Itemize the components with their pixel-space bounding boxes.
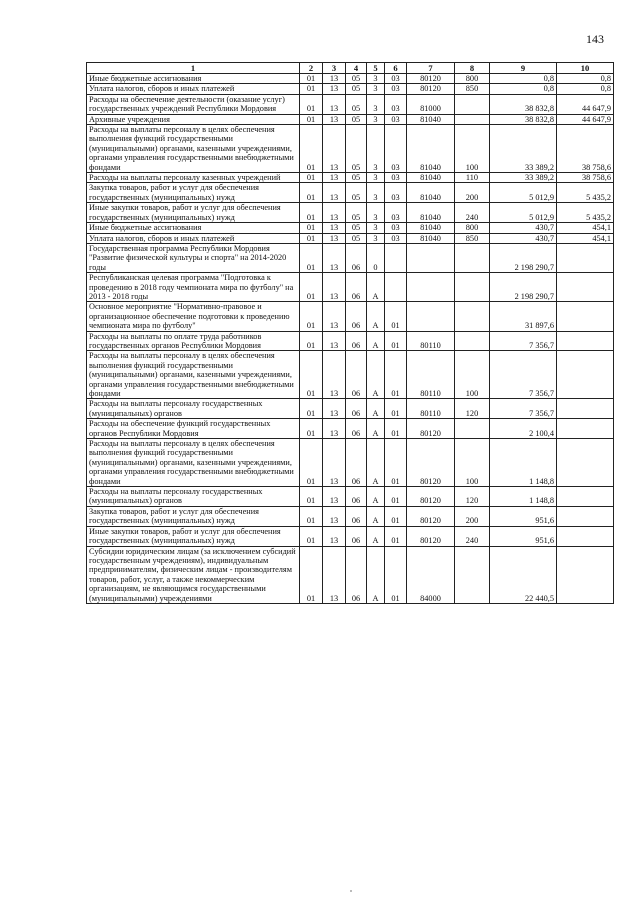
- row-subprogram: А: [367, 399, 385, 419]
- row-subsection: 13: [323, 487, 346, 507]
- row-expense-type: [455, 114, 490, 124]
- row-amount-2019: [557, 243, 614, 272]
- budget-table: [86, 62, 614, 604]
- table-body: [87, 74, 614, 604]
- row-name: Расходы на выплаты персоналу в целях обеспечения выполнения функций государственными (муниципальными) органами, казенными учреждениями, органами управления государственными внебюджетными фондами: [87, 439, 300, 487]
- row-amount-2018: 0,8: [490, 84, 557, 94]
- row-amount-2019: [557, 302, 614, 331]
- row-event: 01: [385, 546, 407, 603]
- row-program: 05: [346, 173, 367, 183]
- table-row: [87, 487, 614, 507]
- row-name: Архивные учреждения: [87, 114, 300, 124]
- row-amount-2018: 1 148,8: [490, 439, 557, 487]
- row-subprogram: А: [367, 487, 385, 507]
- row-section: 01: [300, 439, 323, 487]
- row-expense-type: [455, 94, 490, 114]
- row-amount-2018: 33 389,2: [490, 125, 557, 173]
- row-subsection: 13: [323, 399, 346, 419]
- row-expense-type: [455, 273, 490, 302]
- row-amount-2018: 0,8: [490, 74, 557, 84]
- table-row: [87, 233, 614, 243]
- row-name: Расходы на выплаты персоналу в целях обеспечения выполнения функций государственными (муниципальными) органами, казенными учреждениями, органами управления государственными внебюджетными фондами: [87, 351, 300, 399]
- table-row: [87, 114, 614, 124]
- row-event: 01: [385, 439, 407, 487]
- row-amount-2019: 44 647,9: [557, 94, 614, 114]
- row-program: 06: [346, 487, 367, 507]
- row-program: 06: [346, 331, 367, 351]
- row-amount-2018: 7 356,7: [490, 351, 557, 399]
- row-subsection: 13: [323, 114, 346, 124]
- column-header-4: 4: [346, 63, 367, 74]
- row-expense-type: 800: [455, 223, 490, 233]
- row-subsection: 13: [323, 183, 346, 203]
- row-section: 01: [300, 273, 323, 302]
- row-expense-type: 120: [455, 399, 490, 419]
- row-amount-2018: 38 832,8: [490, 114, 557, 124]
- row-direction: 81040: [407, 183, 455, 203]
- row-expense-type: [455, 419, 490, 439]
- column-header-8: 8: [455, 63, 490, 74]
- column-header-7: 7: [407, 63, 455, 74]
- row-subprogram: 3: [367, 203, 385, 223]
- column-header-5: 5: [367, 63, 385, 74]
- row-amount-2019: [557, 331, 614, 351]
- row-direction: 80120: [407, 487, 455, 507]
- row-expense-type: [455, 546, 490, 603]
- row-amount-2019: [557, 526, 614, 546]
- row-expense-type: 100: [455, 351, 490, 399]
- row-amount-2018: 2 198 290,7: [490, 243, 557, 272]
- row-amount-2018: 951,6: [490, 506, 557, 526]
- row-event: [385, 243, 407, 272]
- row-name: Государственная программа Республики Мордовия "Развитие физической культуры и спорта" на 2014-2020 годы: [87, 243, 300, 272]
- row-amount-2018: 430,7: [490, 233, 557, 243]
- row-event: 01: [385, 526, 407, 546]
- row-amount-2019: [557, 273, 614, 302]
- row-program: 06: [346, 273, 367, 302]
- row-subprogram: А: [367, 331, 385, 351]
- row-section: 01: [300, 506, 323, 526]
- row-direction: 80120: [407, 84, 455, 94]
- page-number: 143: [586, 32, 604, 46]
- table-row: [87, 439, 614, 487]
- row-amount-2019: 44 647,9: [557, 114, 614, 124]
- row-subprogram: 3: [367, 173, 385, 183]
- row-program: 06: [346, 351, 367, 399]
- row-program: 06: [346, 439, 367, 487]
- column-header-6: 6: [385, 63, 407, 74]
- row-event: 03: [385, 233, 407, 243]
- row-subsection: 13: [323, 243, 346, 272]
- row-program: 06: [346, 243, 367, 272]
- row-subsection: 13: [323, 331, 346, 351]
- row-expense-type: 100: [455, 439, 490, 487]
- row-section: 01: [300, 399, 323, 419]
- row-event: 03: [385, 173, 407, 183]
- row-expense-type: 850: [455, 233, 490, 243]
- row-subsection: 13: [323, 273, 346, 302]
- row-expense-type: 110: [455, 173, 490, 183]
- row-expense-type: 200: [455, 506, 490, 526]
- row-expense-type: [455, 331, 490, 351]
- row-subsection: 13: [323, 125, 346, 173]
- row-subsection: 13: [323, 546, 346, 603]
- row-expense-type: 100: [455, 125, 490, 173]
- row-amount-2018: 22 440,5: [490, 546, 557, 603]
- table-row: [87, 173, 614, 183]
- row-amount-2019: 0,8: [557, 84, 614, 94]
- row-program: 05: [346, 114, 367, 124]
- row-program: 06: [346, 526, 367, 546]
- table-row: [87, 74, 614, 84]
- row-subprogram: 3: [367, 94, 385, 114]
- row-subprogram: А: [367, 526, 385, 546]
- row-amount-2019: [557, 399, 614, 419]
- row-event: 03: [385, 74, 407, 84]
- row-direction: 81040: [407, 125, 455, 173]
- row-subprogram: 0: [367, 243, 385, 272]
- row-program: 05: [346, 74, 367, 84]
- row-section: 01: [300, 302, 323, 331]
- row-expense-type: 120: [455, 487, 490, 507]
- row-section: 01: [300, 84, 323, 94]
- row-name: Закупка товаров, работ и услуг для обеспечения государственных (муниципальных) нужд: [87, 506, 300, 526]
- table-row: [87, 546, 614, 603]
- row-amount-2018: 5 012,9: [490, 203, 557, 223]
- row-amount-2019: 454,1: [557, 223, 614, 233]
- row-amount-2019: [557, 546, 614, 603]
- row-amount-2019: 38 758,6: [557, 173, 614, 183]
- row-direction: 80120: [407, 74, 455, 84]
- table-row: [87, 351, 614, 399]
- row-direction: 80120: [407, 506, 455, 526]
- table-row: [87, 399, 614, 419]
- row-name: Расходы на выплаты персоналу государственных (муниципальных) органов: [87, 487, 300, 507]
- column-header-1: 1: [87, 63, 300, 74]
- row-subsection: 13: [323, 526, 346, 546]
- row-section: 01: [300, 351, 323, 399]
- row-subsection: 13: [323, 203, 346, 223]
- row-amount-2019: 38 758,6: [557, 125, 614, 173]
- row-subsection: 13: [323, 233, 346, 243]
- row-amount-2018: 5 012,9: [490, 183, 557, 203]
- row-subsection: 13: [323, 84, 346, 94]
- row-event: 01: [385, 506, 407, 526]
- row-program: 06: [346, 419, 367, 439]
- row-subprogram: А: [367, 546, 385, 603]
- row-program: 06: [346, 399, 367, 419]
- row-direction: 81040: [407, 233, 455, 243]
- row-direction: 81040: [407, 223, 455, 233]
- row-program: 05: [346, 183, 367, 203]
- row-amount-2018: 1 148,8: [490, 487, 557, 507]
- row-subprogram: А: [367, 506, 385, 526]
- row-event: 01: [385, 331, 407, 351]
- table-row: [87, 506, 614, 526]
- row-amount-2018: 7 356,7: [490, 331, 557, 351]
- table-row: [87, 243, 614, 272]
- row-expense-type: 850: [455, 84, 490, 94]
- row-program: 06: [346, 302, 367, 331]
- row-name: Иные закупки товаров, работ и услуг для обеспечения государственных (муниципальных) нужд: [87, 203, 300, 223]
- table-row: [87, 331, 614, 351]
- row-program: 06: [346, 506, 367, 526]
- table-row: [87, 125, 614, 173]
- row-section: 01: [300, 173, 323, 183]
- row-expense-type: [455, 243, 490, 272]
- row-expense-type: 240: [455, 203, 490, 223]
- row-direction: 81040: [407, 203, 455, 223]
- row-subprogram: 3: [367, 84, 385, 94]
- row-name: Закупка товаров, работ и услуг для обеспечения государственных (муниципальных) нужд: [87, 183, 300, 203]
- table-row: [87, 273, 614, 302]
- table-row: [87, 302, 614, 331]
- row-program: 05: [346, 84, 367, 94]
- row-expense-type: 240: [455, 526, 490, 546]
- row-section: 01: [300, 243, 323, 272]
- row-section: 01: [300, 183, 323, 203]
- row-amount-2018: 31 897,6: [490, 302, 557, 331]
- row-event: 01: [385, 399, 407, 419]
- row-section: 01: [300, 203, 323, 223]
- row-event: 03: [385, 223, 407, 233]
- row-amount-2018: 7 356,7: [490, 399, 557, 419]
- row-section: 01: [300, 419, 323, 439]
- table-row: [87, 419, 614, 439]
- table-header-row: [87, 63, 614, 74]
- scan-speck: [350, 890, 352, 892]
- row-event: 03: [385, 125, 407, 173]
- row-name: Расходы на выплаты персоналу в целях обеспечения выполнения функций государственными (муниципальными) органами, казенными учреждениями, органами управления государственными внебюджетными фондами: [87, 125, 300, 173]
- row-name: Иные закупки товаров, работ и услуг для обеспечения государственных (муниципальных) нужд: [87, 526, 300, 546]
- row-direction: 81040: [407, 173, 455, 183]
- row-subprogram: 3: [367, 183, 385, 203]
- row-subprogram: 3: [367, 74, 385, 84]
- row-name: Расходы на обеспечение деятельности (оказание услуг) государственных учреждений Республики Мордовия: [87, 94, 300, 114]
- row-amount-2019: 5 435,2: [557, 183, 614, 203]
- row-subprogram: А: [367, 419, 385, 439]
- row-direction: 80120: [407, 526, 455, 546]
- row-subprogram: А: [367, 273, 385, 302]
- row-event: [385, 273, 407, 302]
- row-program: 05: [346, 94, 367, 114]
- column-header-10: 10: [557, 63, 614, 74]
- row-amount-2019: 5 435,2: [557, 203, 614, 223]
- row-section: 01: [300, 94, 323, 114]
- row-event: 01: [385, 487, 407, 507]
- row-subsection: 13: [323, 94, 346, 114]
- row-direction: 80110: [407, 351, 455, 399]
- row-direction: [407, 273, 455, 302]
- column-header-9: 9: [490, 63, 557, 74]
- row-event: 01: [385, 419, 407, 439]
- row-amount-2019: [557, 506, 614, 526]
- row-subsection: 13: [323, 173, 346, 183]
- row-program: 05: [346, 203, 367, 223]
- row-name: Основное мероприятие "Нормативно-правовое и организационное обеспечение подготовки к проведению чемпионата мира по футболу": [87, 302, 300, 331]
- row-event: 03: [385, 114, 407, 124]
- row-amount-2019: [557, 487, 614, 507]
- row-subsection: 13: [323, 351, 346, 399]
- row-subprogram: 3: [367, 114, 385, 124]
- row-subsection: 13: [323, 506, 346, 526]
- row-subprogram: 3: [367, 125, 385, 173]
- row-subsection: 13: [323, 223, 346, 233]
- row-name: Расходы на обеспечение функций государственных органов Республики Мордовия: [87, 419, 300, 439]
- row-direction: 81000: [407, 94, 455, 114]
- table-row: [87, 526, 614, 546]
- row-direction: [407, 243, 455, 272]
- row-name: Субсидии юридическим лицам (за исключением субсидий государственным учреждениям), индивидуальным предпринимателям, физическим лицам - производителям товаров, работ, услуг, а также некоммерческим организациям, не являющимся государственными (муниципальными) учреждениями: [87, 546, 300, 603]
- row-subprogram: А: [367, 351, 385, 399]
- table-row: [87, 94, 614, 114]
- row-direction: 80110: [407, 331, 455, 351]
- row-direction: 80120: [407, 439, 455, 487]
- row-section: 01: [300, 233, 323, 243]
- row-name: Расходы на выплаты по оплате труда работников государственных органов Республики Мордовия: [87, 331, 300, 351]
- table-row: [87, 84, 614, 94]
- row-expense-type: 200: [455, 183, 490, 203]
- column-header-2: 2: [300, 63, 323, 74]
- table-row: [87, 203, 614, 223]
- row-section: 01: [300, 74, 323, 84]
- row-expense-type: [455, 302, 490, 331]
- row-direction: 80120: [407, 419, 455, 439]
- row-direction: [407, 302, 455, 331]
- row-amount-2019: 0,8: [557, 74, 614, 84]
- row-event: 03: [385, 94, 407, 114]
- row-amount-2019: [557, 351, 614, 399]
- row-direction: 81040: [407, 114, 455, 124]
- row-section: 01: [300, 331, 323, 351]
- row-program: 05: [346, 223, 367, 233]
- row-amount-2018: 2 198 290,7: [490, 273, 557, 302]
- row-program: 06: [346, 546, 367, 603]
- row-amount-2019: 454,1: [557, 233, 614, 243]
- row-subprogram: А: [367, 439, 385, 487]
- row-subprogram: 3: [367, 233, 385, 243]
- row-event: 03: [385, 203, 407, 223]
- row-name: Расходы на выплаты персоналу казенных учреждений: [87, 173, 300, 183]
- table-row: [87, 183, 614, 203]
- column-header-3: 3: [323, 63, 346, 74]
- row-direction: 80110: [407, 399, 455, 419]
- row-section: 01: [300, 546, 323, 603]
- row-name: Уплата налогов, сборов и иных платежей: [87, 233, 300, 243]
- row-event: 03: [385, 84, 407, 94]
- row-amount-2018: 951,6: [490, 526, 557, 546]
- row-subsection: 13: [323, 74, 346, 84]
- row-amount-2018: 38 832,8: [490, 94, 557, 114]
- row-section: 01: [300, 125, 323, 173]
- row-subsection: 13: [323, 302, 346, 331]
- row-direction: 84000: [407, 546, 455, 603]
- row-section: 01: [300, 223, 323, 233]
- row-name: Расходы на выплаты персоналу государственных (муниципальных) органов: [87, 399, 300, 419]
- row-section: 01: [300, 114, 323, 124]
- row-event: 03: [385, 183, 407, 203]
- row-amount-2018: 430,7: [490, 223, 557, 233]
- row-amount-2018: 33 389,2: [490, 173, 557, 183]
- row-program: 05: [346, 125, 367, 173]
- row-subprogram: А: [367, 302, 385, 331]
- row-program: 05: [346, 233, 367, 243]
- row-subprogram: 3: [367, 223, 385, 233]
- row-amount-2019: [557, 419, 614, 439]
- row-section: 01: [300, 526, 323, 546]
- row-name: Иные бюджетные ассигнования: [87, 223, 300, 233]
- row-subsection: 13: [323, 439, 346, 487]
- row-event: 01: [385, 351, 407, 399]
- row-amount-2019: [557, 439, 614, 487]
- row-name: Республиканская целевая программа "Подготовка к проведению в 2018 году чемпионата мира по футболу" на 2013 - 2018 годы: [87, 273, 300, 302]
- row-amount-2018: 2 100,4: [490, 419, 557, 439]
- table-row: [87, 223, 614, 233]
- row-expense-type: 800: [455, 74, 490, 84]
- row-section: 01: [300, 487, 323, 507]
- row-subsection: 13: [323, 419, 346, 439]
- row-name: Уплата налогов, сборов и иных платежей: [87, 84, 300, 94]
- row-event: 01: [385, 302, 407, 331]
- row-name: Иные бюджетные ассигнования: [87, 74, 300, 84]
